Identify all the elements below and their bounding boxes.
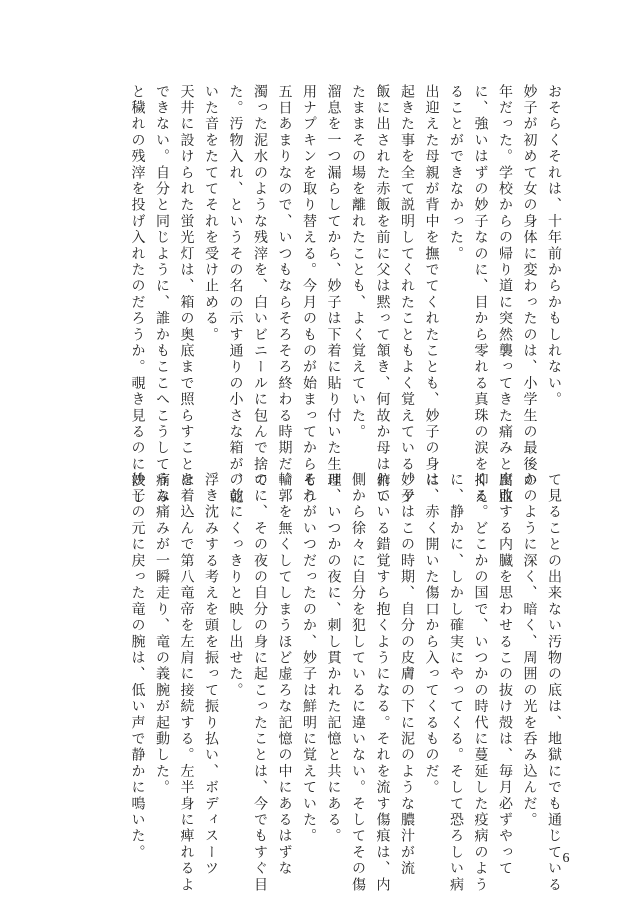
text-line: 輪郭を無くしてしまうほど虚ろな記憶の中にあるはずな (276, 472, 293, 877)
lower-text-block (96, 472, 566, 894)
text-line: かのように深く、暗く、周囲の光を呑み込んだ。 (521, 472, 538, 829)
text-line: れている錯覚すら抱くようになる。それを流す傷痕は、内 (374, 472, 391, 894)
text-line: くる。どこかの国で、いつかの時代に蔓延した疫病のよう (472, 472, 489, 894)
text-line: 濁った泥水のような残滓を、白いビニールに包んで捨て (252, 84, 268, 489)
text-line: の前にくっきりと映し出せた。 (227, 472, 244, 699)
text-line: に、強いはずの妙子なのに、目から零れる真珠の涙を抑え (472, 84, 489, 506)
text-line: 浮き沈みする考えを頭を振って振り払い、ボディスーツ (203, 472, 219, 877)
text-line: は、いつかの夜に、刺し貫かれた記憶と共にある。 (325, 472, 342, 845)
text-line: と穢れの残滓を投げ入れたのだろうか。覗き見るのに決し (129, 84, 146, 506)
upper-text-block (96, 84, 566, 506)
text-line: た。汚物入れ、というその名の示す通りの小さな箱が、乾 (227, 84, 244, 506)
text-line: 天井に設けられた蛍光灯は、箱の奥底まで照らすことは (178, 84, 195, 489)
text-line: て見ることの出来ない汚物の底は、地獄にでも通じている (546, 472, 562, 894)
text-line: 起きた事を全て説明してくれたこともよく覚えている。夕 (399, 84, 415, 506)
text-line: のに、その夜の自分の身に起こったことは、今でもすぐ目 (252, 472, 268, 894)
text-line: できない。自分と同じように、誰かもここへこうして痛み (154, 84, 170, 506)
text-line: たままその場を離れたことも、よく覚えていた。 (350, 84, 366, 441)
text-line: 妙子はこの時期、自分の皮膚の下に泥のような膿汁が流 (399, 472, 415, 877)
text-line: 妙子が初めて女の身体に変わったのは、小学生の最後の (521, 84, 538, 489)
text-line: 側から徐々に自分を犯しているに違いない。そしてその傷 (350, 472, 366, 894)
text-line: 腐敗する内臓を思わせるこの抜け殻は、毎月必ずやって (497, 472, 513, 877)
page-number: 6 (562, 851, 570, 866)
text-line: は、赤く開いた傷口から入ってくるものだ。 (423, 472, 440, 796)
text-line: に、静かに、しかし確実にやってくる。そして恐ろしい病 (448, 472, 464, 894)
text-line: 飯に出された赤飯を前に父は黙って頷き、何故か母は俯い (374, 84, 391, 506)
text-line: うな痛みが一瞬走り、竜の義腕が起動した。 (154, 472, 170, 796)
text-line: 溜息を一つ漏らしてから、妙子は下着に貼り付いた生理 (325, 84, 342, 489)
text-line: 出迎えた母親が背中を撫でてくれたことも、妙子の身に (423, 84, 440, 489)
text-line: それがいつだったのか、妙子は鮮明に覚えていた。 (301, 472, 317, 845)
text-line: 用ナプキンを取り替える。今月のものが始まってからもう (301, 84, 317, 506)
text-line: いた音をたててそれを受け止める。 (203, 84, 219, 344)
text-line: おそらくそれは、十年前からかもしれない。 (546, 84, 562, 408)
text-line: を着込んで第八竜帝を左肩に接続する。左半身に痺れるよ (178, 472, 195, 894)
text-line: ることができなかった。 (448, 84, 464, 263)
text-line: 妙子の元に戻った竜の腕は、低い声で静かに鳴いた。 (129, 472, 146, 861)
text-line: 五日あまりなので、いつもならそろそろ終わる時期だ。 (276, 84, 293, 489)
text-line: 年だった。学校からの帰り道に突然襲ってきた痛みと出血 (497, 84, 513, 506)
